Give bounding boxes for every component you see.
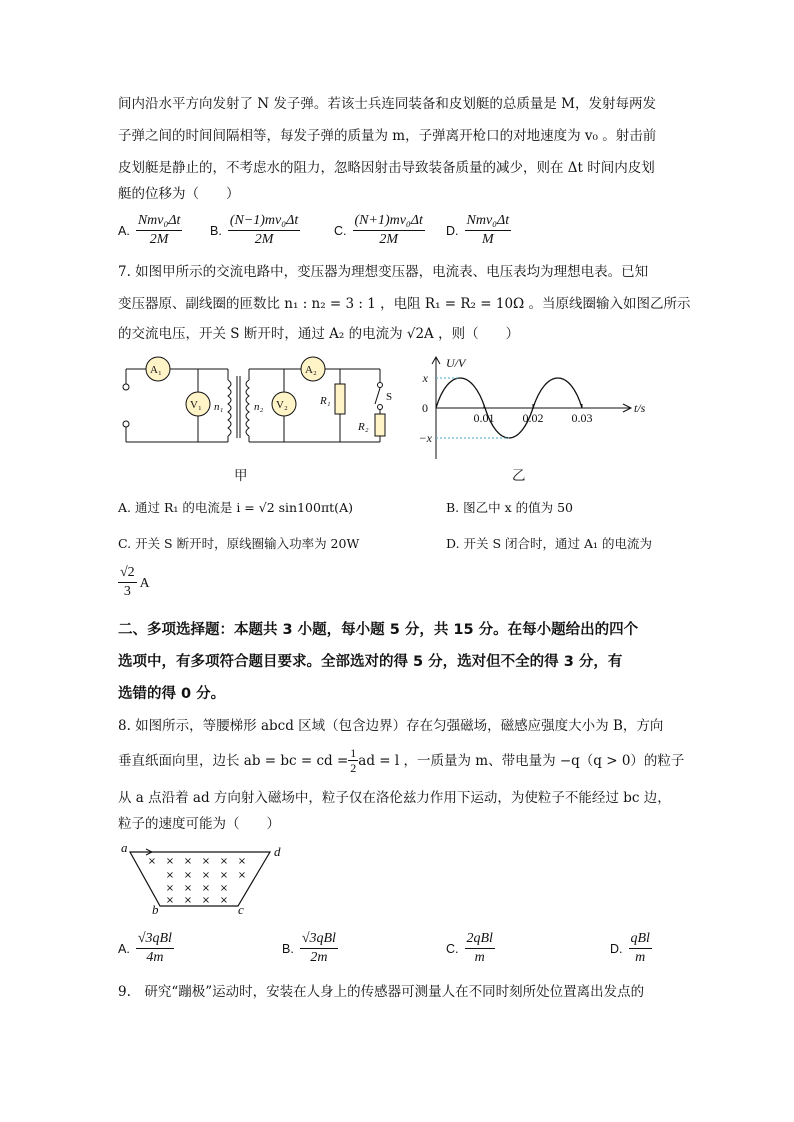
q8-option-b-fraction [300, 930, 338, 967]
vertex-b-label: b [152, 902, 159, 916]
n1-label: n₁ [214, 401, 224, 413]
denominator: 2M [149, 232, 169, 247]
q6-option-b [210, 212, 300, 249]
unit: A [139, 574, 150, 590]
v1-label: V₁ [190, 399, 202, 411]
denominator: 2M [379, 232, 399, 247]
q7-line-1: 7. 如图甲所示的交流电路中，变压器为理想变压器，电流表、电压表均为理想电表。已知 [118, 264, 649, 280]
graph-xneg-label: −x [418, 431, 432, 445]
q6-line-4: 艇的位移为（ ） [118, 186, 240, 202]
graph-origin-label: 0 [422, 401, 428, 415]
q8-option-d [610, 930, 652, 967]
option-label: D. [446, 223, 459, 238]
denominator: 2m [310, 950, 328, 965]
svg-text:×: × [183, 856, 193, 867]
q6-line-2: 子弹之间的时间间隔相等，每发子弹的质量为 m，子弹离开枪口的对地速度为 v₀ 。射击前 [118, 128, 657, 144]
vertex-c-label: c [238, 902, 244, 916]
numerator: (N+1)mv₀Δt [353, 212, 425, 231]
graph-tick-0.01: 0.01 [473, 411, 495, 425]
svg-text:×: × [165, 856, 175, 867]
q6-line-1: 间内沿水平方向发射了 N 发子弹。若该士兵连同装备和皮划艇的总质量是 M，发射每两发 [118, 96, 657, 112]
q8-line-4: 粒子的速度可能为（ ） [118, 816, 280, 832]
svg-text:×: × [219, 856, 229, 867]
circuit-diagram [118, 352, 400, 462]
svg-text:×: × [201, 883, 211, 894]
q8-line-2-end: ad = l ，一质量为 m、带电量为 −q（q > 0）的粒子 [358, 752, 685, 769]
q8-line-2 [118, 746, 684, 775]
q7-option-b: B. 图乙中 x 的值为 50 [446, 500, 574, 515]
a2-label: A₂ [305, 364, 317, 376]
voltage-graph [398, 354, 658, 464]
svg-text:×: × [183, 883, 193, 894]
svg-text:×: × [165, 895, 175, 906]
graph-tick-0.03: 0.03 [571, 411, 593, 425]
svg-text:×: × [183, 895, 193, 906]
q7-option-c: C. 开关 S 断开时，原线圈输入功率为 20W [118, 536, 360, 551]
vertex-a-label: a [121, 840, 128, 855]
q8-option-c [446, 930, 495, 967]
r2-label: R₂ [358, 421, 369, 433]
q6-line-3: 皮划艇是静止的，不考虑水的阻力，忽略因射击导致装备质量的减少，则在 Δt 时间内皮划 [118, 160, 655, 176]
svg-text:×: × [201, 856, 211, 867]
denominator: m [474, 950, 485, 965]
a1-label: A₁ [150, 364, 162, 376]
q9-line-1: 9. 研究“蹦极”运动时，安装在人身上的传感器可测量人在不同时刻所处位置离出发点的 [118, 984, 645, 1000]
q8-option-c-fraction [465, 930, 495, 967]
q6-option-d-fraction [465, 212, 512, 249]
svg-text:×: × [237, 856, 247, 867]
graph-xaxis-label: t/s [634, 401, 646, 415]
numerator: 1 [350, 746, 357, 760]
trapezoid-diagram [118, 840, 288, 916]
graph-tick-0.02: 0.02 [522, 411, 544, 425]
switch-label: S [386, 391, 393, 403]
denominator: m [635, 950, 646, 965]
section2-line-3: 选错的得 0 分。 [118, 686, 226, 702]
svg-text:×: × [219, 883, 229, 894]
vertex-d-label: d [274, 844, 281, 859]
q8-line-1: 8. 如图所示，等腰梯形 abcd 区域（包含边界）存在匀强磁场，磁感应强度大小为 B，方向 [118, 718, 664, 734]
q8-option-a [118, 930, 174, 967]
q6-option-c-fraction [353, 212, 425, 249]
n2-label: n₂ [254, 401, 264, 413]
denominator: 4m [146, 950, 164, 965]
svg-text:×: × [219, 895, 229, 906]
q8-line-3: 从 a 点沿着 ad 方向射入磁场中，粒子仅在洛伦兹力作用下运动，为使粒子不能经过 bc 边， [118, 790, 671, 806]
fig-caption-left: 甲 [234, 468, 248, 484]
q7-line-3: 的交流电压，开关 S 断开时，通过 A₂ 的电流为 √2A ，则（ ） [118, 326, 520, 342]
option-label: B. [210, 223, 222, 238]
fig-caption-right: 乙 [512, 468, 526, 484]
numerator: √3qBl [300, 930, 338, 949]
q7-line-2: 变压器原、副线圈的匝数比 n₁ : n₂ = 3 : 1 ，电阻 R₁ = R₂ = 10Ω 。当原线圈输入如图乙所示 [118, 296, 691, 312]
denominator: 2M [254, 232, 274, 247]
graph-xpos-label: x [422, 371, 428, 385]
q6-option-b-fraction [228, 212, 300, 249]
q6-option-a-fraction [136, 212, 183, 249]
option-label: C. [446, 941, 459, 956]
q6-option-a [118, 212, 182, 249]
svg-text:×: × [201, 870, 211, 881]
numerator: Nmv₀Δt [465, 212, 512, 231]
denominator: M [481, 232, 494, 247]
section2-line-2: 选项中，有多项符合题目要求。全部选对的得 5 分，选对但不全的得 3 分，有 [118, 654, 623, 670]
option-label: D. [610, 941, 623, 956]
v2-label: V₂ [276, 399, 288, 411]
option-label: A. [118, 223, 130, 238]
svg-text:×: × [201, 895, 211, 906]
denominator: 2 [350, 761, 357, 775]
denominator: 3 [123, 584, 131, 599]
numerator: √2 [118, 564, 137, 583]
svg-text:×: × [165, 870, 175, 881]
section2-line-1: 二、多项选择题：本题共 3 小题，每小题 5 分，共 15 分。在每小题给出的四个 [118, 622, 639, 638]
svg-text:×: × [219, 870, 229, 881]
option-label: C. [334, 223, 347, 238]
q8-half-fraction [348, 746, 358, 775]
svg-text:×: × [237, 870, 247, 881]
q7-option-d-value [118, 564, 149, 601]
q7-option-a: A. 通过 R₁ 的电流是 i = √2 sin100πt(A) [118, 500, 353, 515]
svg-text:×: × [165, 883, 175, 894]
q6-option-d [446, 212, 511, 249]
option-label: B. [282, 941, 294, 956]
q6-option-c [334, 212, 425, 249]
numerator: Nmv₀Δt [136, 212, 183, 231]
r1-label: R₁ [320, 395, 331, 407]
svg-text:×: × [183, 870, 193, 881]
svg-text:×: × [147, 856, 157, 867]
q8-option-a-fraction [136, 930, 174, 967]
q8-option-b [282, 930, 338, 967]
q7-option-d: D. 开关 S 闭合时，通过 A₁ 的电流为 [446, 536, 653, 551]
q7-option-d-fraction [118, 564, 137, 601]
q8-option-d-fraction [629, 930, 652, 967]
option-label: A. [118, 941, 130, 956]
numerator: 2qBl [465, 930, 495, 949]
numerator: qBl [629, 930, 652, 949]
q8-line-2-start: 垂直纸面向里，边长 ab = bc = cd = [118, 752, 349, 769]
numerator: √3qBl [136, 930, 174, 949]
graph-yaxis-label: U/V [446, 356, 466, 370]
numerator: (N−1)mv₀Δt [228, 212, 300, 231]
